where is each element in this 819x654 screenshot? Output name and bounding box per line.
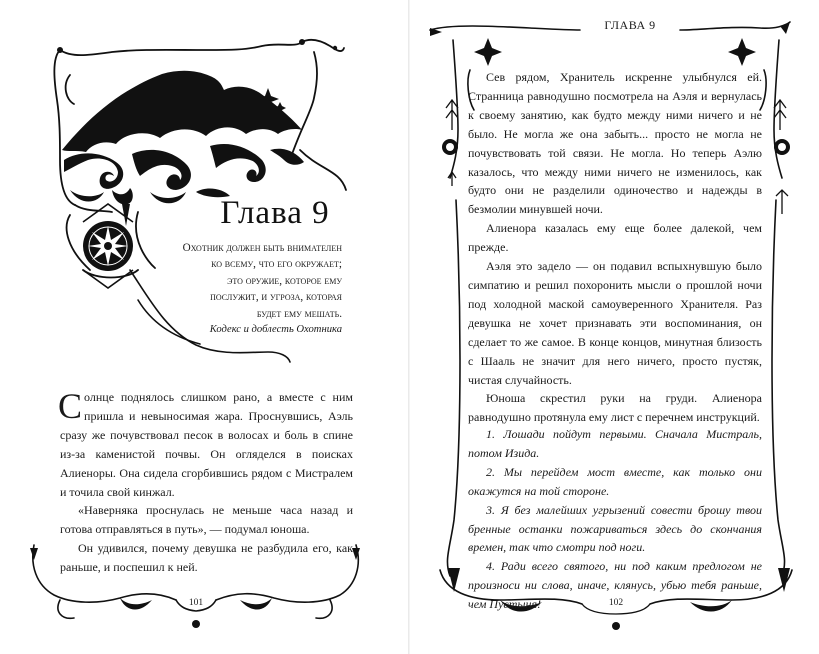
- paragraph: Аэля это задело — он подавил вспыхнувшую было симпатию и решил похоронить мысли о прошлой ночи под холодной маской самоуверенного Хранителя. Раз девушка не хочет признавать эти воспоминания, он сделает то же самое. В конце концов, минутная близость с Шааль не значит для него ничего, просто пустяк, чистая случайность.: [468, 259, 762, 387]
- paragraph: Сев рядом, Хранитель искренне улыбнулся ей. Странница равнодушно посмотрела на Аэля и вернулась к своему занятию, как будто между ними ничего и не было. Не могла же она забыть... просто не могла не почувствовать той связи. Не могла. Но теперь Аэлю казалось, что между ними ничего не изменилось, как будто они не разделили одиночество и надежды в безмолии минувшей ночи.: [468, 70, 762, 217]
- epigraph: [120, 240, 342, 338]
- list-item: 1. Лошади пойдут первыми. Сначала Мистраль, потом Изида.: [468, 427, 762, 460]
- instruction-list: [468, 425, 762, 614]
- list-item: 4. Ради всего святого, ни под каким предлогом не произноси ни слова, иначе, клянусь, убью тебя раньше, чем Пустыня!: [468, 559, 762, 612]
- right-body-text: [468, 68, 762, 427]
- paragraph-text: олнце поднялось слишком рано, а вместе с ним пришла и невыносимая жара. Проснувшись, Аэль сразу же почувствовал песок в волосах и боль в спине из-за каменистой почвы. Он огляделся в поисках Алиеноры. Она сидела сгорбившись рядом с Мистралем и точила свой кинжал.: [60, 390, 353, 499]
- page-number: 102: [608, 598, 624, 608]
- running-head: ГЛАВА 9: [604, 18, 656, 32]
- paragraph: Он удивился, почему девушка не разбудила его, как раньше, и поспешил к ней.: [60, 541, 353, 575]
- paragraph: «Наверняка проснулась не меньше часа назад и готова отправляться в путь», — подумал юноша.: [60, 503, 353, 537]
- left-page: [0, 0, 409, 654]
- epigraph-line: Охотник должен быть внимателен: [182, 242, 342, 254]
- epigraph-line: ко всему, что его окружает;: [211, 258, 342, 271]
- left-body-text: [60, 388, 353, 577]
- epigraph-line: послужит, и угроза, которая: [210, 291, 342, 304]
- page-number: 101: [188, 598, 204, 608]
- drop-cap: С: [58, 386, 83, 426]
- right-page: [410, 0, 819, 654]
- paragraph: [60, 388, 353, 501]
- paragraph: Юноша скрестил руки на груди. Алиенора равнодушно протянула ему лист с перечнем инструкций.: [468, 391, 762, 425]
- list-item: 2. Мы перейдем мост вместе, как только они окажутся на той стороне.: [468, 464, 762, 498]
- list-item: 3. Я без малейших угрызений совести брошу твои бренные останки пожариваться здесь до скончания времен, так что смотри под ноги.: [468, 502, 762, 555]
- epigraph-source: Кодекс и доблесть Охотника: [209, 324, 342, 336]
- epigraph-line: это оружие, которое ему: [227, 274, 342, 287]
- chapter-title: Глава 9: [220, 195, 330, 231]
- epigraph-line: будет ему мешать.: [256, 307, 342, 320]
- paragraph: Алиенора казалась ему еще более далекой, чем прежде.: [468, 221, 762, 255]
